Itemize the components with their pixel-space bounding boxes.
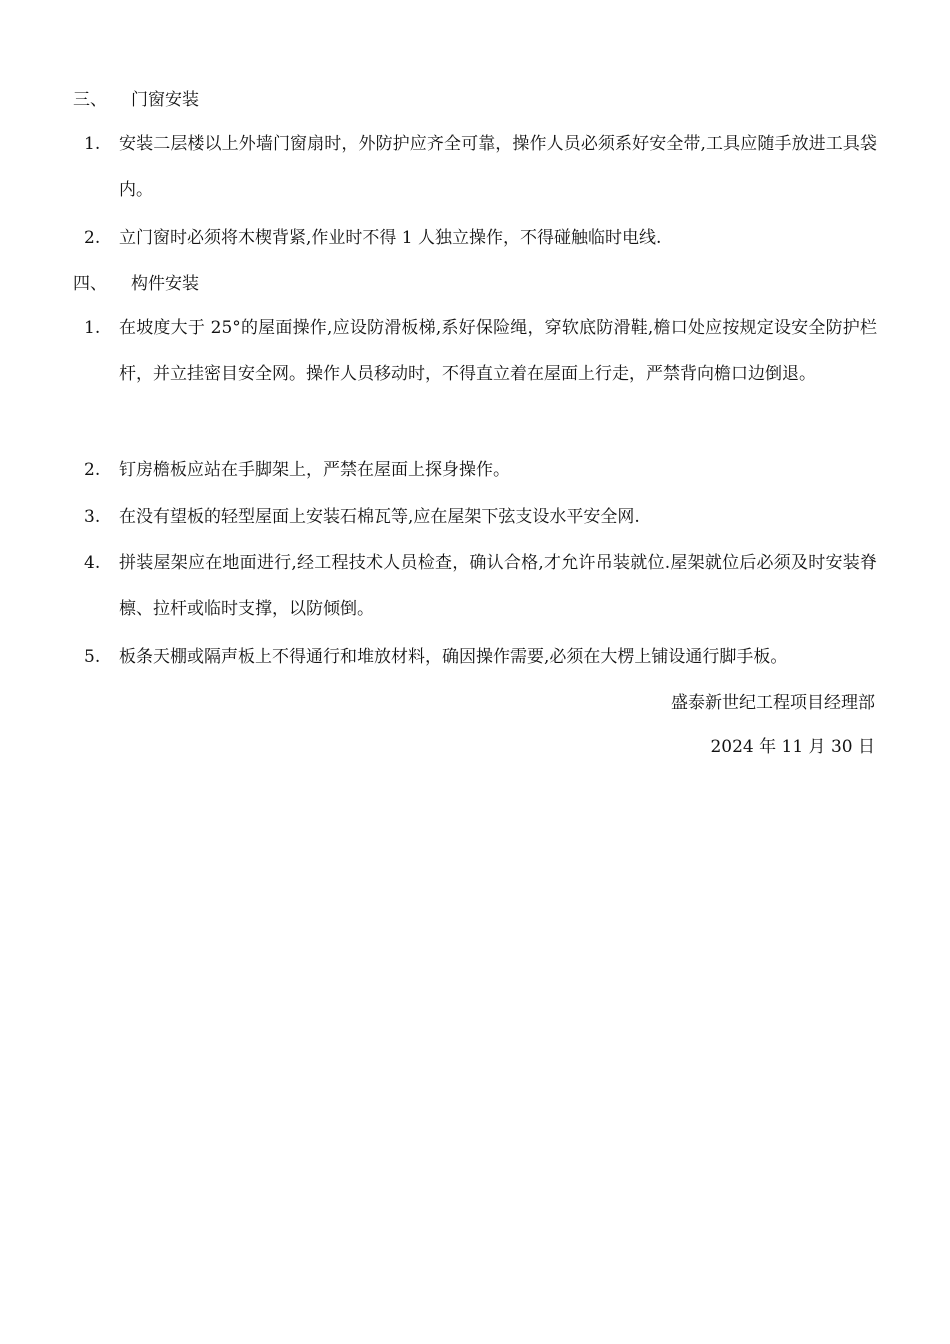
section-number: 四、 — [73, 274, 107, 294]
section-title: 门窗安装 — [131, 90, 199, 110]
list-item-index: 4. — [84, 553, 101, 573]
list-item-text: 板条天棚或隔声板上不得通行和堆放材料，确因操作需要,必须在大楞上铺设通行脚手板。 — [119, 647, 788, 667]
list-item-index: 5. — [84, 647, 101, 667]
list-item-index: 2. — [84, 460, 101, 480]
list-item-text: 拼装屋架应在地面进行,经工程技术人员检查，确认合格,才允许吊装就位.屋架就位后必须及时安装脊檩、拉杆或临时支撑，以防倾倒。 — [119, 553, 877, 619]
section-heading — [73, 272, 199, 296]
signature-organization: 盛泰新世纪工程项目经理部 — [671, 693, 875, 713]
list-item-text: 立门窗时必须将木楔背紧,作业时不得 1 人独立操作，不得碰触临时电线. — [119, 228, 662, 248]
list-item-text: 在没有望板的轻型屋面上安装石棉瓦等,应在屋架下弦支设水平安全网. — [119, 507, 640, 527]
section-heading — [73, 88, 199, 112]
list-item-index: 2. — [84, 228, 101, 248]
list-item-text: 钉房檐板应站在手脚架上，严禁在屋面上探身操作。 — [119, 460, 510, 480]
list-item-text: 安装二层楼以上外墙门窗扇时，外防护应齐全可靠，操作人员必须系好安全带,工具应随手放进工具袋内。 — [119, 134, 877, 200]
signature-date: 2024 年 11 月 30 日 — [710, 737, 875, 757]
list-item-text: 在坡度大于 25°的屋面操作,应设防滑板梯,系好保险绳，穿软底防滑鞋,檐口处应按规定设安全防护栏杆，并立挂密目安全网。操作人员移动时，不得直立着在屋面上行走，严禁背向檐口边倒退。 — [119, 318, 877, 384]
list-item-index: 1. — [84, 318, 101, 338]
list-item-index: 3. — [84, 507, 101, 527]
section-number: 三、 — [73, 90, 107, 110]
list-item-index: 1. — [84, 134, 101, 154]
section-title: 构件安装 — [131, 274, 199, 294]
